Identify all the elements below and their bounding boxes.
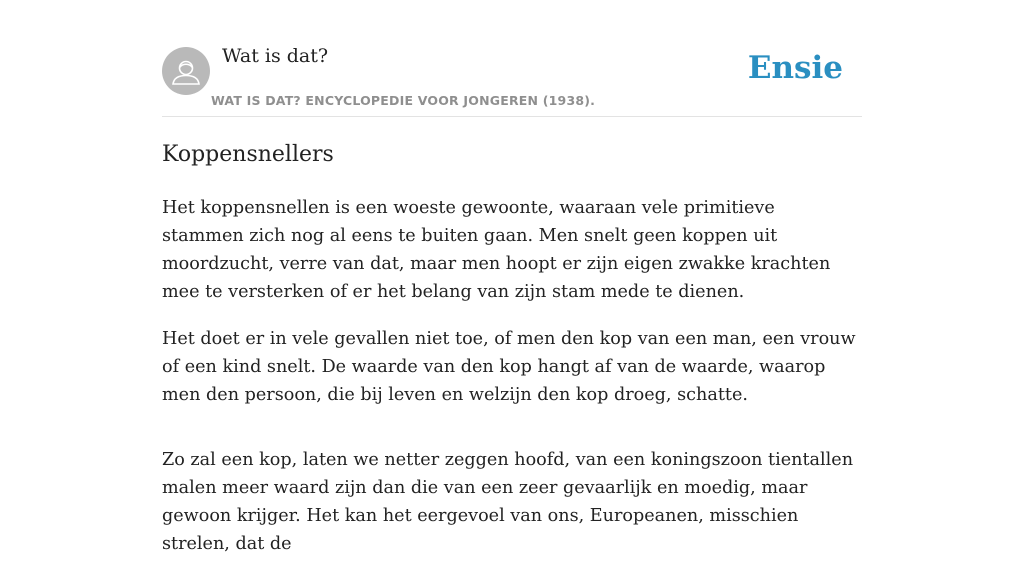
- source-title[interactable]: Wat is dat?: [222, 45, 329, 67]
- article: [162, 138, 862, 577]
- article-paragraph: Zo zal een kop, laten we netter zeggen hoofd, van een koningszoon tientallen malen meer waard zijn dan die van een zeer gevaarlijk en moedig, maar gewoon krijger. Het kan het eergevoel van ons, Europeanen, misschien strelen, dat de: [162, 450, 854, 554]
- article-title: Koppensnellers: [162, 142, 334, 167]
- article-paragraph: Het doet er in vele gevallen niet toe, of men den kop van een man, een vrouw of een kind snelt. De waarde van den kop hangt af van de waarde, waarop men den persoon, die bij leven en welzijn den kop droeg, schatte.: [162, 329, 856, 405]
- brand-logo[interactable]: Ensie: [747, 50, 843, 86]
- article-paragraph: Het koppensnellen is een woeste gewoonte, waaraan vele primitieve stammen zich nog al eens te buiten gaan. Men snelt geen koppen uit moordzucht, verre van dat, maar men hoopt er zijn eigen zwakke krachten mee te versterken of er het belang van zijn stam mede te dienen.: [162, 198, 831, 302]
- source-subtitle[interactable]: WAT IS DAT? ENCYCLOPEDIE VOOR JONGEREN (1938).: [211, 93, 596, 108]
- source-header: [162, 0, 862, 117]
- user-icon[interactable]: [162, 47, 210, 95]
